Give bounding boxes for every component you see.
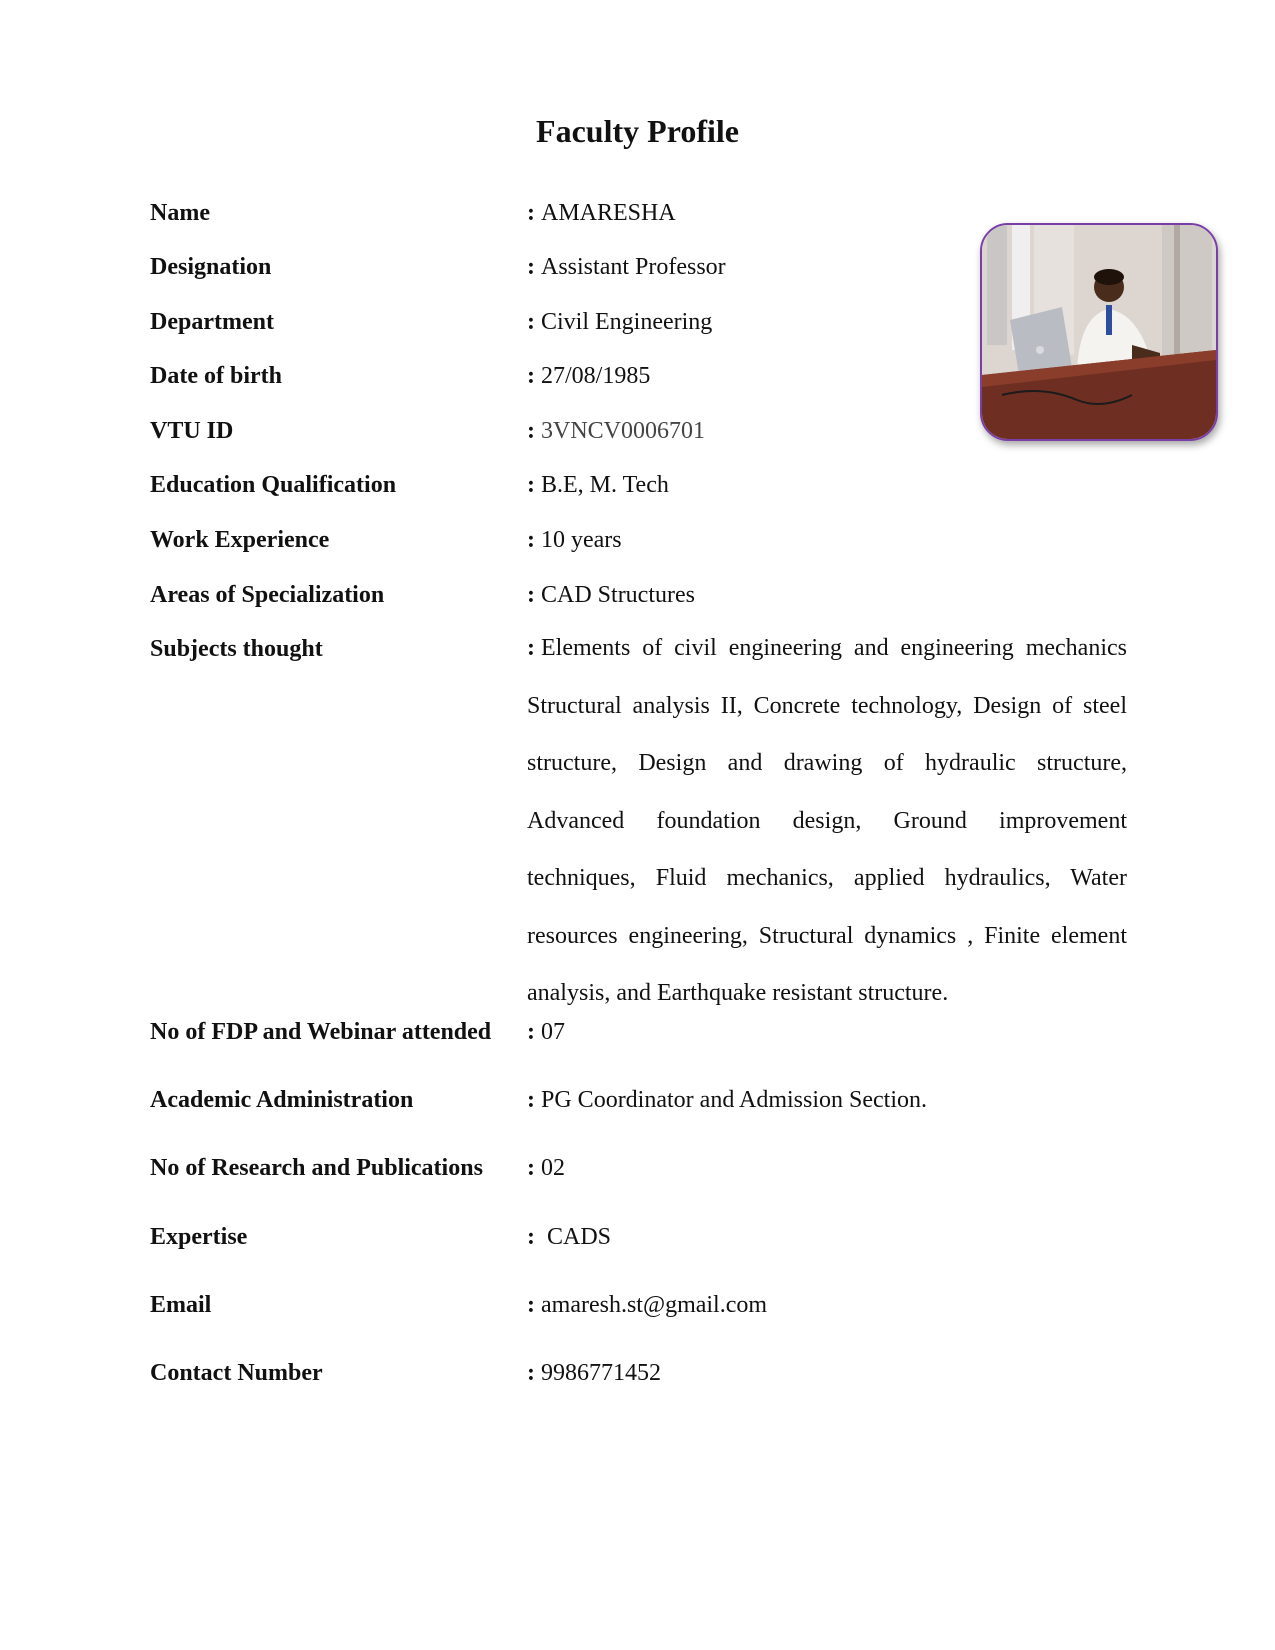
specialization-value: CAD Structures: [541, 582, 695, 608]
separator: :: [527, 309, 535, 335]
fdp-row: [150, 1017, 1130, 1047]
separator: :: [527, 363, 535, 389]
vtu-id-value: 3VNCV0006701: [541, 418, 706, 444]
research-label: No of Research and Publications: [150, 1155, 483, 1181]
specialization-label: Areas of Specialization: [150, 582, 385, 608]
experience-value: 10 years: [541, 527, 622, 553]
education-row: [150, 470, 1130, 500]
separator: :: [527, 527, 535, 553]
email-label: Email: [150, 1292, 212, 1318]
dob-row: [150, 361, 1130, 391]
experience-label: Work Experience: [150, 527, 330, 553]
research-row: [150, 1153, 1130, 1183]
name-value: AMARESHA: [541, 200, 676, 226]
fdp-label: No of FDP and Webinar attended: [150, 1019, 492, 1045]
admin-value-wrap: [527, 1085, 927, 1115]
page-title: Faculty Profile: [536, 113, 739, 149]
admin-label: Academic Administration: [150, 1087, 414, 1113]
subjects-label: Subjects thought: [150, 636, 323, 662]
admin-value: PG Coordinator and Admission Section.: [541, 1087, 927, 1113]
separator: :: [527, 254, 535, 280]
separator: :: [527, 1360, 535, 1386]
specialization-value-wrap: [527, 580, 695, 610]
education-value-wrap: [527, 470, 669, 500]
dob-label: Date of birth: [150, 363, 282, 389]
vtu-id-value-wrap: [527, 416, 705, 446]
research-value-wrap: [527, 1153, 565, 1183]
designation-value-wrap: [527, 252, 726, 282]
department-value-wrap: [527, 307, 712, 337]
education-value: B.E, M. Tech: [541, 472, 669, 498]
vtu-id-row: [150, 416, 1130, 446]
separator: :: [527, 582, 535, 608]
email-value[interactable]: amaresh.st@gmail.com: [541, 1292, 768, 1318]
separator: :: [527, 1155, 535, 1181]
separator: :: [527, 635, 535, 661]
vtu-id-label: VTU ID: [150, 418, 234, 444]
fdp-value-wrap: [527, 1017, 565, 1047]
specialization-row: [150, 580, 1130, 610]
expertise-value: CADS: [547, 1224, 612, 1250]
separator: :: [527, 200, 535, 226]
dob-value-wrap: [527, 361, 650, 391]
fdp-value: 07: [541, 1019, 565, 1045]
dob-value: 27/08/1985: [541, 363, 651, 389]
contact-label: Contact Number: [150, 1360, 323, 1386]
contact-value-wrap: [527, 1358, 661, 1388]
research-value: 02: [541, 1155, 565, 1181]
expertise-row: [150, 1222, 1130, 1252]
subjects-row: [150, 634, 1130, 1023]
email-row: [150, 1290, 1130, 1320]
experience-value-wrap: [527, 525, 622, 555]
expertise-value-wrap: [527, 1222, 611, 1252]
separator: :: [527, 1292, 535, 1318]
education-label: Education Qualification: [150, 472, 397, 498]
separator: :: [527, 472, 535, 498]
name-value-wrap: [527, 198, 676, 228]
experience-row: [150, 525, 1130, 555]
name-row: [150, 198, 1130, 228]
subjects-value: Elements of civil engineering and engineering mechanics Structural analysis II, Concrete technology, Design of steel structure, Design and drawing of hydraulic structure, Advanced foundation design, Ground improvement techniques, Fluid mechanics, applied hydraulics, Water resources engineering, Structural dynamics , Finite element analysis, and Earthquake resistant structure.: [527, 635, 1127, 1006]
separator: :: [527, 418, 535, 444]
designation-label: Designation: [150, 254, 272, 280]
department-label: Department: [150, 309, 274, 335]
separator: :: [527, 1224, 535, 1250]
designation-row: [150, 252, 1130, 282]
contact-row: [150, 1358, 1130, 1388]
subjects-value-wrap: [527, 620, 1127, 1023]
department-row: [150, 307, 1130, 337]
admin-row: [150, 1085, 1130, 1115]
expertise-label: Expertise: [150, 1224, 248, 1250]
department-value: Civil Engineering: [541, 309, 713, 335]
separator: :: [527, 1087, 535, 1113]
separator: :: [527, 1019, 535, 1045]
designation-value: Assistant Professor: [541, 254, 726, 280]
name-label: Name: [150, 200, 210, 226]
email-value-wrap: [527, 1290, 767, 1320]
contact-value: 9986771452: [541, 1360, 661, 1386]
